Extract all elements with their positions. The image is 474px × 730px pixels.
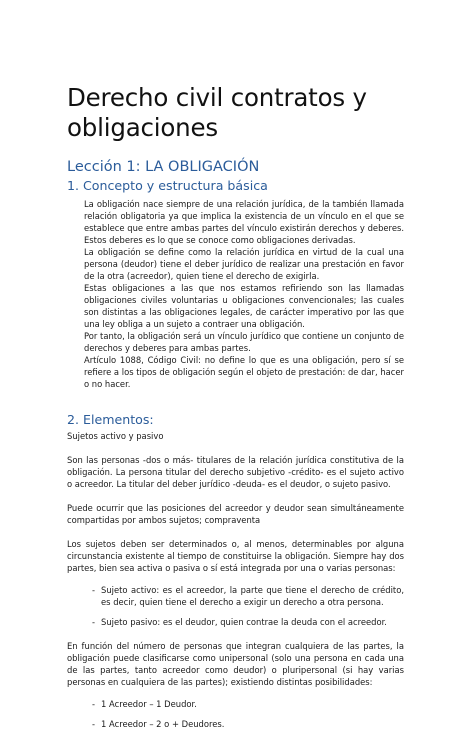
list-item-text: Sujeto pasivo: es el deudor, quien contrae la deuda con el acreedor. xyxy=(101,617,387,627)
paragraph: La obligación nace siempre de una relación jurídica, de la también llamada relación obligatoria ya que implica la existencia de un vínculo en el que se establece que entre ambas partes del vínculo existirán derechos y deberes. Estos deberes es lo que se conoce como obligaciones derivadas. xyxy=(84,199,404,245)
paragraph: La obligación se define como la relación jurídica en virtud de la cual una persona (deudor) tiene el deber jurídico de realizar una prestación en favor de la otra (acreedor), quien tiene el derecho de exigirla. xyxy=(84,247,404,281)
list-item xyxy=(67,718,404,730)
paragraph: Por tanto, la obligación será un vínculo jurídico que contiene un conjunto de derechos y deberes para ambas partes. xyxy=(84,331,404,353)
section-heading-concepto: 1. Concepto y estructura básica xyxy=(67,178,268,193)
paragraph: Artículo 1088, Código Civil: no define lo que es una obligación, pero sí se refiere a los tipos de obligación según el objeto de prestación: de dar, hacer o no hacer. xyxy=(84,355,404,389)
paragraph: En función del número de personas que integran cualquiera de las partes, la obligación puede clasificarse como unipersonal (solo una persona en cada una de las partes, tanto acreedor como deudor) o pluripersonal (si hay varias personas en cualquiera de las partes); existiendo distintas posibilidades: xyxy=(67,641,404,687)
section-body-concepto xyxy=(67,198,404,390)
document-title: Derecho civil contratos y obligaciones xyxy=(67,83,367,142)
list-item xyxy=(67,584,404,608)
list-item xyxy=(67,698,404,710)
dash-bullet: - xyxy=(92,617,96,627)
section-heading-elementos: 2. Elementos: xyxy=(67,412,154,427)
list-item xyxy=(67,616,404,628)
paragraph: Los sujetos deben ser determinados o, al menos, determinables por alguna circunstancia existente al tiempo de constituirse la obligación. Siempre hay dos partes, bien sea activa o pasiva o sí está integrada por una o varias personas: xyxy=(67,539,404,573)
lesson-title: Lección 1: LA OBLIGACIÓN xyxy=(67,159,260,175)
paragraph: Puede ocurrir que las posiciones del acreedor y deudor sean simultáneamente compartidas por ambos sujetos; compraventa xyxy=(67,503,404,525)
dash-bullet: - xyxy=(92,719,96,729)
list-item-text: Sujeto activo: es el acreedor, la parte que tiene el derecho de crédito, es decir, quien tiene el derecho a exigir un derecho a otra persona. xyxy=(101,585,404,607)
list-item-text: 1 Acreedor – 1 Deudor. xyxy=(101,699,197,709)
paragraph: Son las personas -dos o más- titulares de la relación jurídica constitutiva de la obligación. La persona titular del derecho subjetivo -crédito- es el sujeto activo o acreedor. La titular del deber jurídico -deuda- es el deudor, o sujeto pasivo. xyxy=(67,455,404,489)
dash-bullet: - xyxy=(92,585,96,595)
dash-bullet: - xyxy=(92,699,96,709)
subheading-sujetos: Sujetos activo y pasivo xyxy=(67,431,164,441)
paragraph: Estas obligaciones a las que nos estamos refiriendo son las llamadas obligaciones civiles voluntarias u obligaciones convencionales; las cuales son distintas a las obligaciones legales, de carácter imperativo por las que una ley obliga a un sujeto a contraer una obligación. xyxy=(84,283,404,329)
list-item-text: 1 Acreedor – 2 o + Deudores. xyxy=(101,719,225,729)
